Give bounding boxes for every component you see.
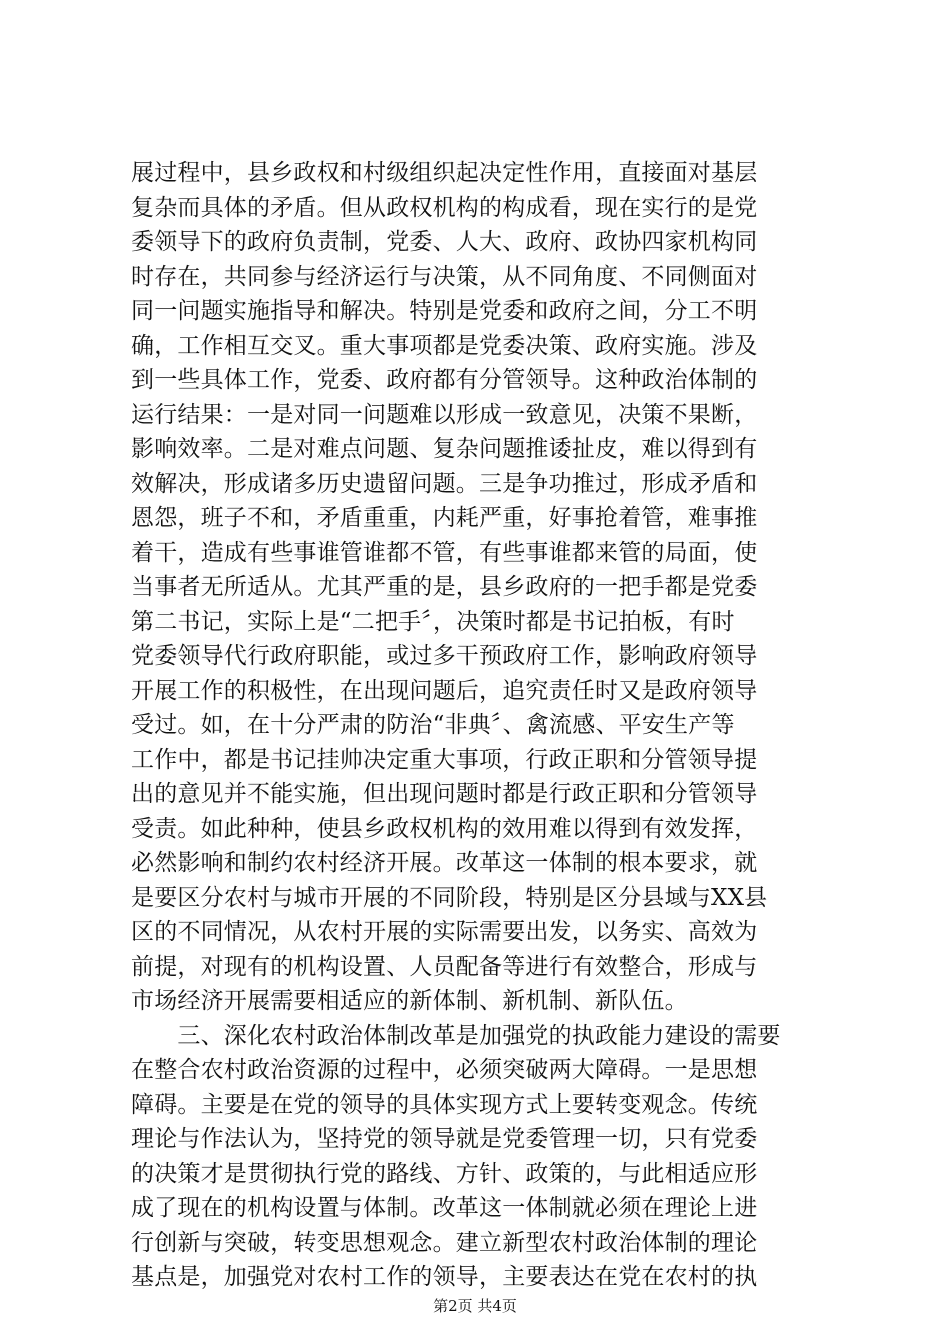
- text-line: 工作中，都是书记挂帅决定重大事项，行政正职和分管领导提: [131, 746, 758, 773]
- text-line: 受过。如，在十分严肃的防治“非典〞、禽流感、平安生产等: [131, 712, 735, 738]
- body-text: [131, 156, 831, 1295]
- text-line: 委领导下的政府负责制，党委、人大、政府、政协四家机构同: [131, 229, 758, 255]
- text-line: 市场经济开展需要相适应的新体制、新机制、新队伍。: [131, 988, 688, 1014]
- text-line: 党委领导代行政府职能，或过多干预政府工作，影响政府领导: [131, 643, 758, 669]
- text-line: 前提，对现有的机构设置、人员配备等进行有效整合，形成与: [131, 953, 758, 980]
- text-line: 运行结果：一是对同一问题难以形成一致意见，决策不果断，: [131, 401, 758, 428]
- text-line: 基点是，加强党对农村工作的领导，主要表达在党在农村的执: [131, 1264, 758, 1290]
- page-footer: 第2页 共4页: [433, 1297, 517, 1315]
- text-line: 的决策才是贯彻执行党的路线、方针、政策的，与此相适应形: [131, 1160, 758, 1187]
- text-line: 在整合农村政治资源的过程中，必须突破两大障碍。一是思想: [131, 1057, 758, 1083]
- text-line: 恩怨，班子不和，矛盾重重，内耗严重，好事抢着管，难事推: [131, 505, 758, 531]
- text-line: 开展工作的积极性，在出现问题后，追究责任时又是政府领导: [131, 677, 758, 704]
- text-line: 时存在，共同参与经济运行与决策，从不同角度、不同侧面对: [131, 263, 758, 290]
- text-line: 是要区分农村与城市开展的不同阶段，特别是区分县域与XX县: [131, 884, 768, 911]
- text-line: 行创新与突破，转变思想观念。建立新型农村政治体制的理论: [131, 1229, 758, 1256]
- text-line: 展过程中，县乡政权和村级组织起决定性作用，直接面对基层: [131, 160, 758, 186]
- text-line: 障碍。主要是在党的领导的具体实现方式上要转变观念。传统: [131, 1091, 758, 1118]
- text-line: 效解决，形成诸多历史遗留问题。三是争功推过，形成矛盾和: [131, 470, 758, 497]
- text-line: 成了现在的机构设置与体制。改革这一体制就必须在理论上进: [131, 1195, 758, 1221]
- text-line: 着干，造成有些事谁管谁都不管，有些事谁都来管的局面，使: [131, 539, 758, 566]
- text-line: 第二书记，实际上是“二把手〞，决策时都是书记拍板，有时: [131, 608, 735, 635]
- text-line: 三、深化农村政治体制改革是加强党的执政能力建设的需要: [131, 1022, 781, 1049]
- text-line: 到一些具体工作，党委、政府都有分管领导。这种政治体制的: [131, 367, 758, 393]
- text-line: 必然影响和制约农村经济开展。改革这一体制的根本要求，就: [131, 850, 758, 876]
- text-line: 受责。如此种种，使县乡政权机构的效用难以得到有效发挥，: [131, 815, 758, 842]
- text-line: 影响效率。二是对难点问题、复杂问题推诿扯皮，难以得到有: [131, 436, 758, 462]
- text-line: 当事者无所适从。尤其严重的是，县乡政府的一把手都是党委: [131, 574, 758, 600]
- text-line: 复杂而具体的矛盾。但从政权机构的构成看，现在实行的是党: [131, 194, 758, 221]
- text-line: 区的不同情况，从农村开展的实际需要出发，以务实、高效为: [131, 919, 758, 945]
- text-line: 确，工作相互交叉。重大事项都是党委决策、政府实施。涉及: [131, 332, 758, 359]
- text-line: 理论与作法认为，坚持党的领导就是党委管理一切，只有党委: [131, 1126, 758, 1152]
- text-line: 出的意见并不能实施，但出现问题时都是行政正职和分管领导: [131, 781, 758, 807]
- text-line: 同一问题实施指导和解决。特别是党委和政府之间，分工不明: [131, 298, 758, 324]
